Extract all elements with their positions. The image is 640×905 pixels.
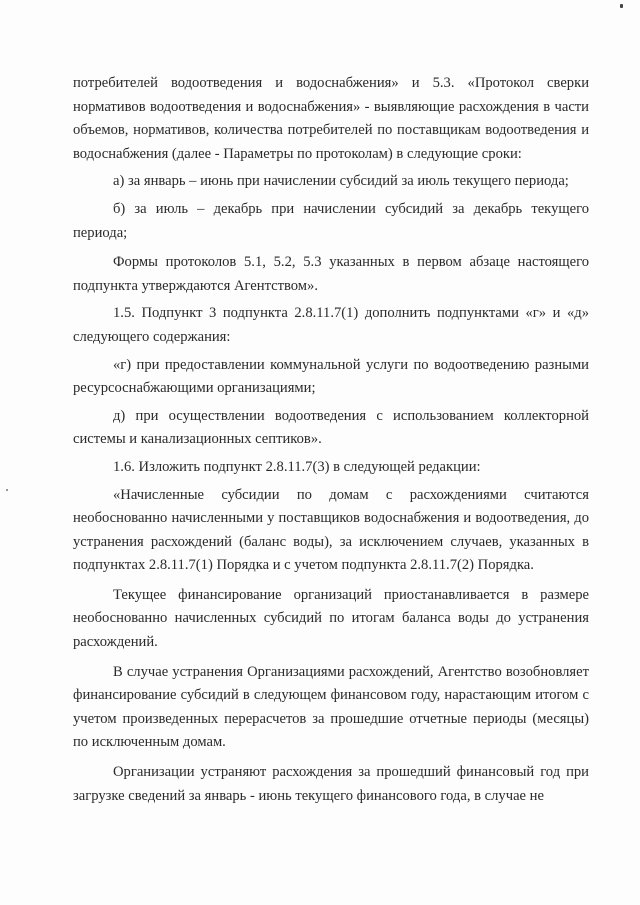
paragraph-10: Текущее финансирование организаций приостанавливается в размере необоснованно начисленных субсидий по итогам баланса воды до устранения расхождений.: [73, 586, 589, 651]
scan-speck: [620, 4, 623, 8]
paragraph-12: Организации устраняют расхождения за прошедший финансовый год при загрузке сведений за январь - июнь текущего финансового года, в случае не: [73, 764, 589, 804]
paragraph-1: потребителей водоотведения и водоснабжения» и 5.3. «Протокол сверки нормативов водоотведения и водоснабжения» - выявляющие расхождения в части объемов, нормативов, количества потребителей по поставщикам водоотведения и водоснабжения (далее - Параметры по протоколам) в следующие сроки:: [73, 75, 589, 162]
paragraph-11: В случае устранения Организациями расхождений, Агентство возобновляет финансирование субсидий в следующем финансовом году, нарастающим итогом с учетом произведенных перерасчетов за прошедшие отчетные периоды (месяцы) по исключенным домам.: [73, 663, 589, 751]
paragraph-7: д) при осуществлении водоотведения с использованием коллекторной системы и канализационных септиков».: [73, 407, 589, 448]
paragraph-8: 1.6. Изложить подпункт 2.8.11.7(3) в следующей редакции:: [113, 458, 481, 475]
paragraph-4: Формы протоколов 5.1, 5.2, 5.3 указанных в первом абзаце настоящего подпункта утверждаются Агентством».: [73, 254, 589, 294]
paragraph-2: а) за январь – июнь при начислении субсидий за июль текущего периода;: [113, 173, 569, 190]
paragraph-6: «г) при предоставлении коммунальной услуги по водоотведению разными ресурсоснабжающими организациями;: [73, 356, 589, 397]
scan-speck: [6, 489, 8, 491]
document-body: [73, 72, 589, 812]
paragraph-5: 1.5. Подпункт 3 подпункта 2.8.11.7(1) дополнить подпунктами «г» и «д» следующего содержания:: [73, 305, 589, 345]
paragraph-3: б) за июль – декабрь при начислении субсидий за декабрь текущего периода;: [73, 200, 589, 241]
paragraph-9: «Начисленные субсидии по домам с расхождениями считаются необоснованно начисленными у поставщиков водоснабжения и водоотведения, до устранения расхождений (баланс воды), за исключением случаев, указанных в подпунктах 2.8.11.7(1) Порядка и с учетом подпункта 2.8.11.7(2) Порядка.: [73, 486, 589, 574]
